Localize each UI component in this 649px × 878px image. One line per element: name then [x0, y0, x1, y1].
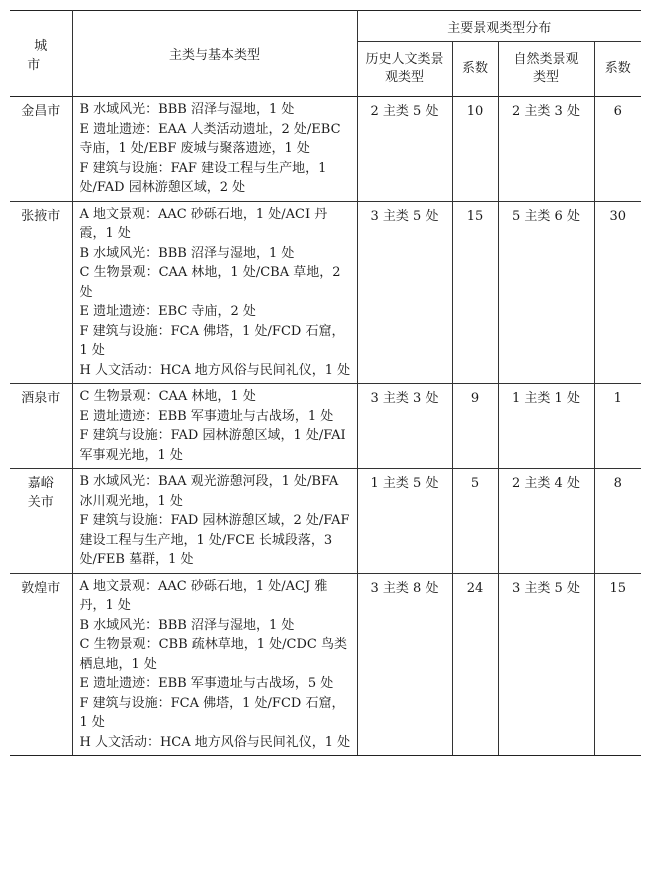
type-line: E 遗址遗迹：EBB 军事遗址与古战场，1 处	[79, 408, 334, 424]
natural-type-cell: 3 主类 5 处	[498, 573, 594, 756]
coef-cell: 24	[452, 573, 498, 756]
type-line: F 建筑与设施：FCA 佛塔，1 处/FCD 石窟，1 处	[79, 323, 345, 358]
type-line: H 人文活动：HCA 地方风俗与民间礼仪，1 处	[79, 362, 351, 378]
header-coef-1: 系数	[452, 42, 498, 97]
table-row	[10, 384, 641, 469]
types-cell	[72, 573, 357, 756]
type-line: F 建筑与设施：FAF 建设工程与生产地，1 处/FAD 园林游憩区域，2 处	[79, 160, 327, 195]
type-line: E 遗址遗迹：EAA 人类活动遗址，2 处/EBC 寺庙，1 处/EBF 废城与聚落遗迹，1 处	[79, 121, 341, 156]
coef-cell: 15	[452, 201, 498, 384]
coef-cell: 6	[594, 97, 641, 202]
types-cell	[72, 469, 357, 574]
type-line: E 遗址遗迹：EBB 军事遗址与古战场，5 处	[79, 676, 334, 691]
natural-type-cell: 5 主类 6 处	[498, 201, 594, 384]
natural-type-cell: 2 主类 3 处	[498, 97, 594, 202]
human-type-cell: 1 主类 5 处	[357, 469, 452, 574]
human-type-cell: 3 主类 8 处	[357, 573, 452, 756]
header-city: 城 市	[10, 11, 72, 97]
natural-type-cell: 1 主类 1 处	[498, 384, 594, 469]
header-human-type: 历史人文类景观类型	[357, 42, 452, 97]
types-cell	[72, 384, 357, 469]
type-line: F 建筑与设施：FAD 园林游憩区域，2 处/FAF 建设工程与生产地，1 处/FCE 长城段落，3 处/FEB 墓群，1 处	[79, 513, 350, 567]
type-line: A 地文景观：AAC 砂砾石地，1 处/ACJ 雅丹，1 处	[79, 578, 328, 613]
type-line: A 地文景观：AAC 砂砾石地，1 处/ACI 丹霞，1 处	[79, 206, 328, 241]
type-line: B 水域风光：BAA 观光游憩河段，1 处/BFA 冰川观光地，1 处	[79, 474, 339, 509]
table-row	[10, 469, 641, 574]
city-cell: 嘉峪关市	[10, 469, 72, 574]
coef-cell: 10	[452, 97, 498, 202]
type-line: B 水域风光：BBB 沼泽与湿地，1 处	[79, 617, 295, 633]
human-type-cell: 2 主类 5 处	[357, 97, 452, 202]
table-row	[10, 201, 641, 384]
type-line: B 水域风光：BBB 沼泽与湿地，1 处	[79, 245, 295, 261]
type-line: E 遗址遗迹：EBC 寺庙，2 处	[79, 304, 256, 319]
city-cell: 张掖市	[10, 201, 72, 384]
table-row	[10, 97, 641, 202]
city-cell: 敦煌市	[10, 573, 72, 756]
human-type-cell: 3 主类 5 处	[357, 201, 452, 384]
city-cell: 金昌市	[10, 97, 72, 202]
human-type-cell: 3 主类 3 处	[357, 384, 452, 469]
coef-cell: 8	[594, 469, 641, 574]
coef-cell: 9	[452, 384, 498, 469]
coef-cell: 5	[452, 469, 498, 574]
type-line: C 生物景观：CAA 林地，1 处/CBA 草地，2 处	[79, 265, 341, 300]
city-cell: 酒泉市	[10, 384, 72, 469]
landscape-type-table	[10, 10, 641, 756]
type-line: C 生物景观：CAA 林地，1 处	[79, 389, 256, 404]
header-group: 主要景观类型分布	[357, 11, 641, 42]
type-line: C 生物景观：CBB 疏林草地，1 处/CDC 鸟类栖息地，1 处	[79, 637, 347, 672]
coef-cell: 1	[594, 384, 641, 469]
type-line: F 建筑与设施：FAD 园林游憩区域，1 处/FAI 军事观光地，1 处	[79, 428, 346, 463]
type-line: F 建筑与设施：FCA 佛塔，1 处/FCD 石窟，1 处	[79, 695, 345, 730]
types-cell	[72, 97, 357, 202]
type-line: H 人文活动：HCA 地方风俗与民间礼仪，1 处	[79, 734, 351, 750]
types-cell	[72, 201, 357, 384]
table-row	[10, 573, 641, 756]
type-line: B 水域风光：BBB 沼泽与湿地，1 处	[79, 102, 295, 117]
natural-type-cell: 2 主类 4 处	[498, 469, 594, 574]
coef-cell: 15	[594, 573, 641, 756]
header-natural-type: 自然类景观类型	[498, 42, 594, 97]
coef-cell: 30	[594, 201, 641, 384]
header-types: 主类与基本类型	[72, 11, 357, 97]
header-coef-2: 系数	[594, 42, 641, 97]
